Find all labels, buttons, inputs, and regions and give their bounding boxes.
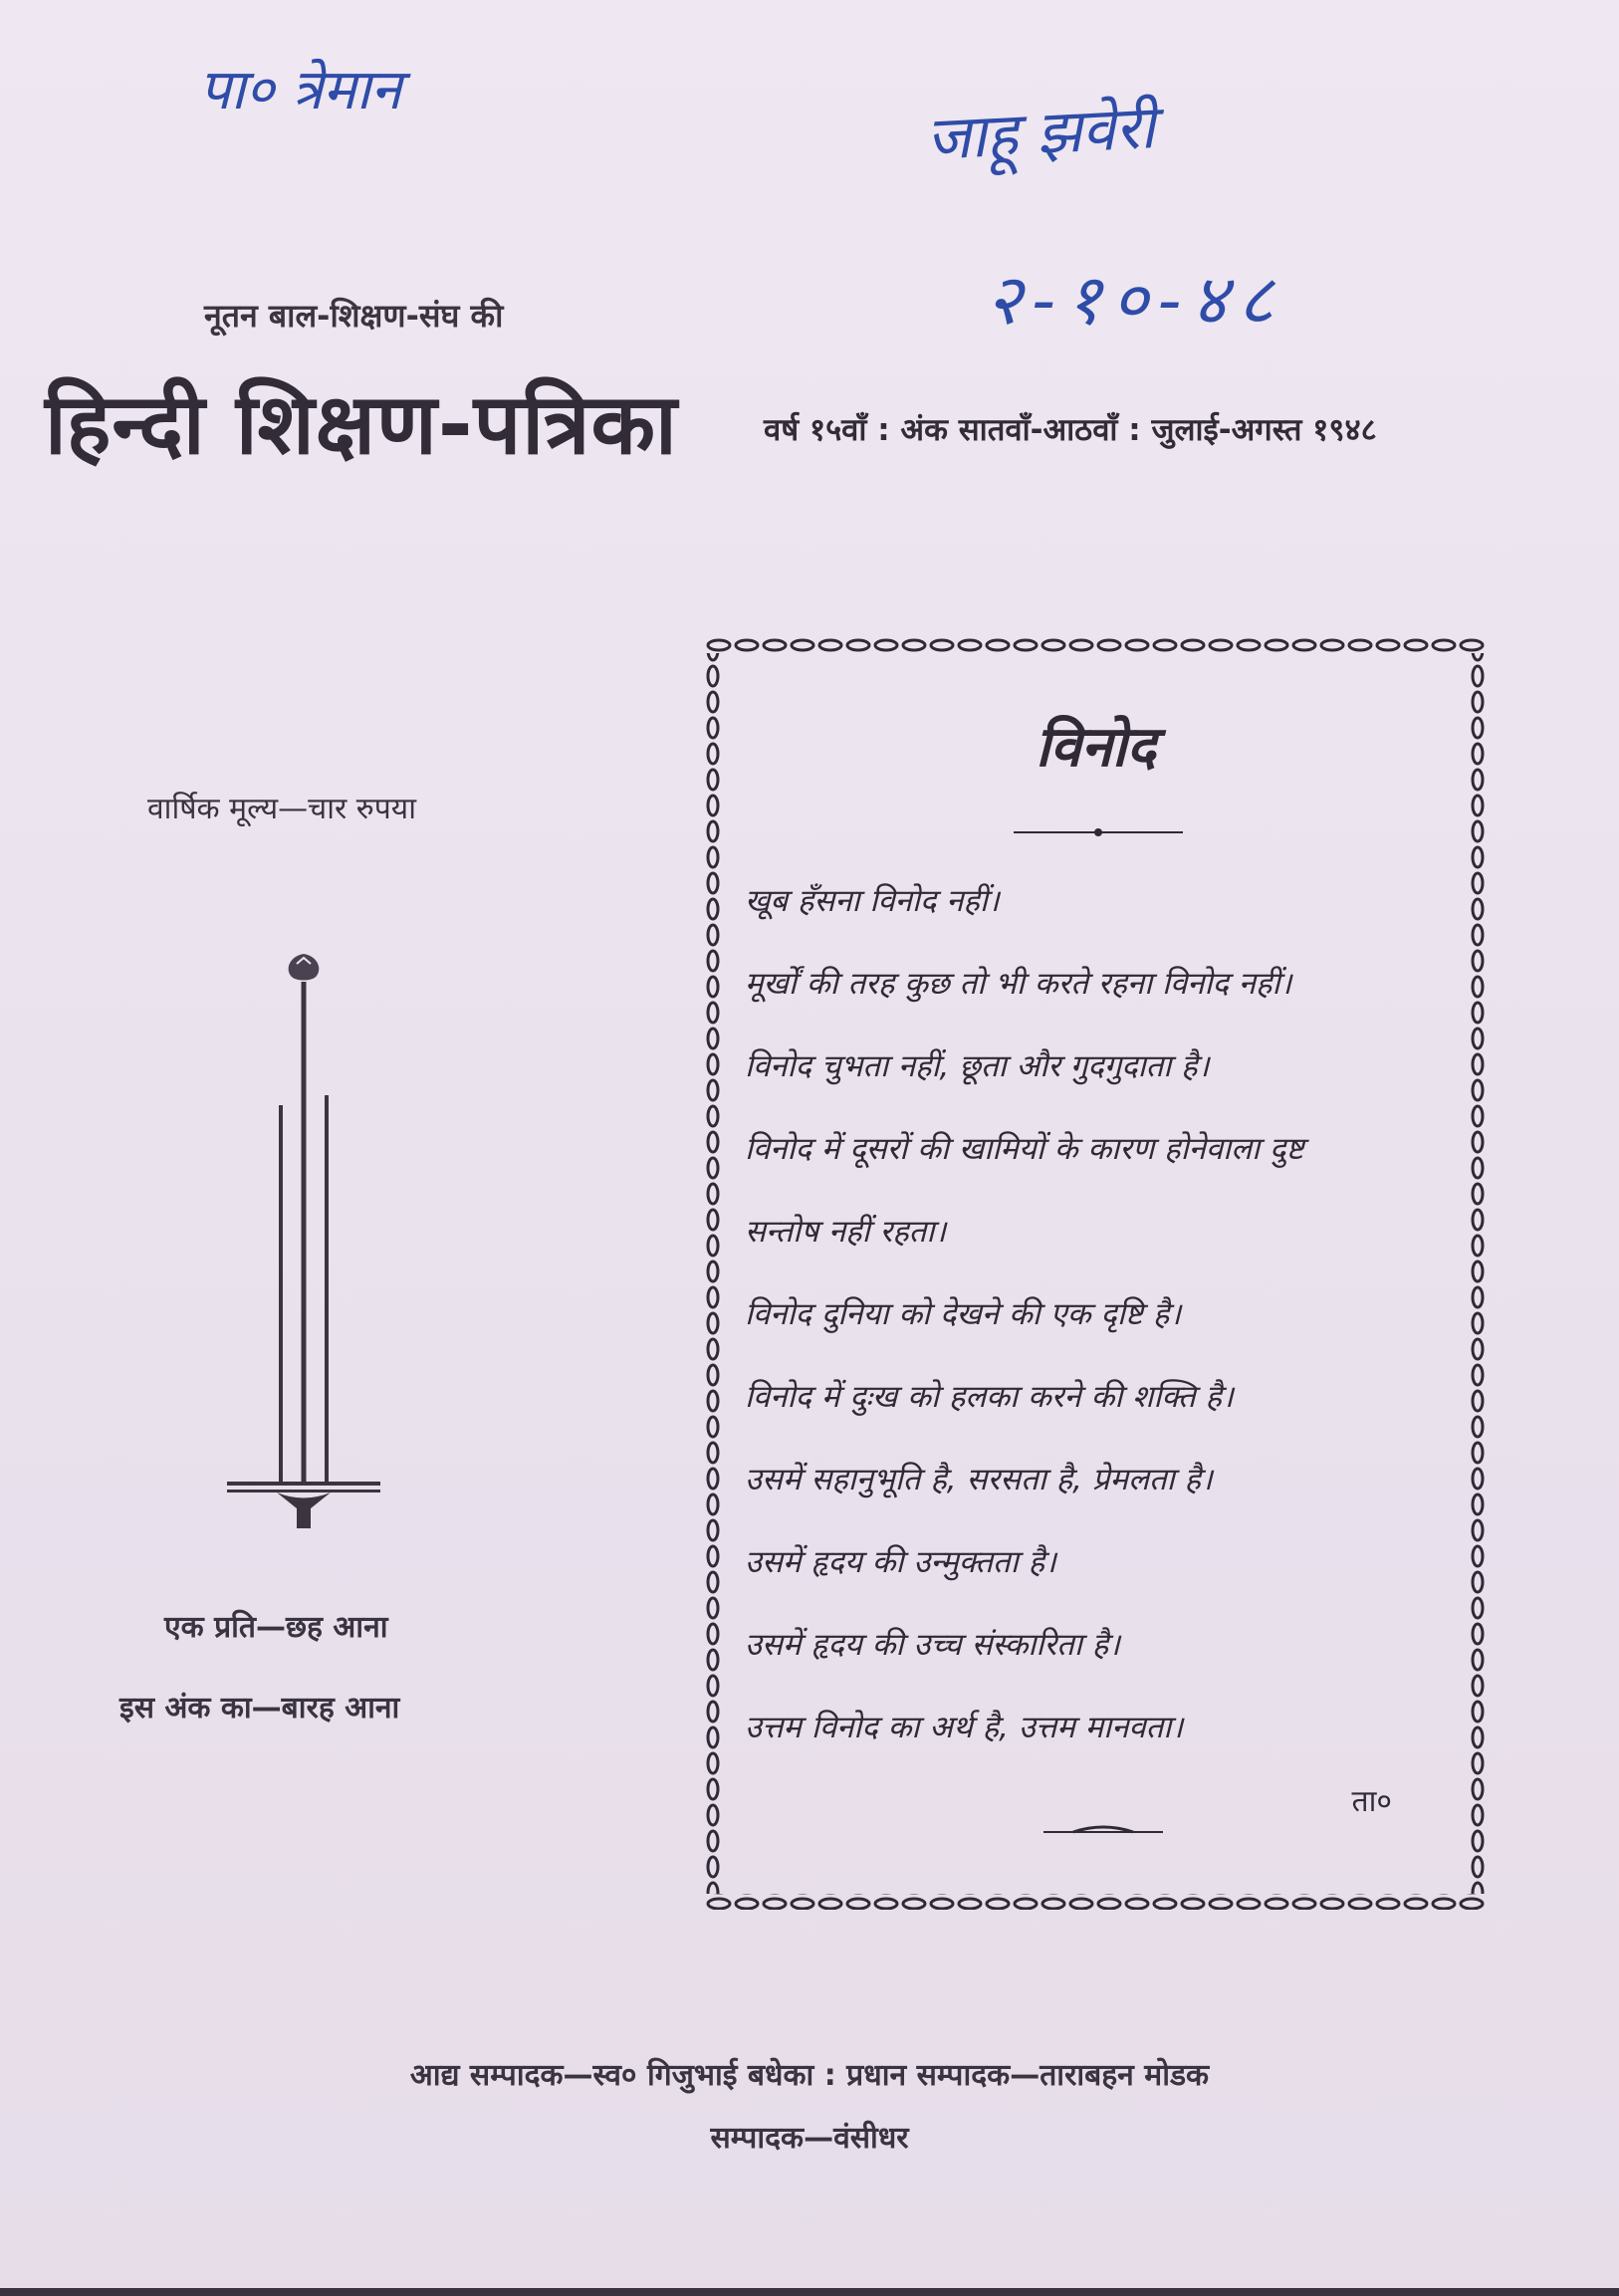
list-item: उत्तम विनोद का अर्थ है, उत्तम मानवता। [745,1710,1184,1745]
list-item: मूर्खों की तरह कुछ तो भी करते रहना विनोद नहीं। [745,966,1292,1002]
list-item: विनोद दुनिया को देखने की एक दृष्टि है। [745,1296,1182,1332]
pen-nib-emblem-icon [219,946,388,1533]
magazine-title: हिन्दी शिक्षण-पत्रिका [45,375,678,473]
list-item: विनोद में दूसरों की खामियों के कारण होनेवाला दुष्ट [745,1131,1304,1167]
list-item: खूब हँसना विनोद नहीं। [745,883,1000,919]
editor-line: सम्पादक—वंसीधर [710,2121,909,2156]
this-issue-price: इस अंक का—बारह आना [119,1691,400,1725]
list-item: उसमें हृदय की उच्च संस्कारिता है। [745,1627,1120,1663]
handwritten-note-top-left: पा० त्रेमान [199,58,402,122]
box-lines [745,876,1462,1785]
header-title-row [45,363,1598,473]
issue-info: वर्ष १५वाँ : अंक सातवाँ-आठवाँ : जुलाई-अगस्त १९४८ [764,412,1377,448]
list-item: विनोद चुभता नहीं, छूता और गुदगुदाता है। [745,1048,1210,1084]
box-title: विनोद [1036,715,1156,780]
handwritten-note-top-right: जाहू झवेरी [924,93,1157,174]
handwritten-date: २-१०-४८ [986,259,1284,341]
single-copy-price: एक प्रति—छह आना [164,1610,388,1645]
vinod-box [705,637,1487,1912]
list-item: सन्तोष नहीं रहता। [745,1214,947,1250]
editors-line: आद्य सम्पादक—स्व० गिजुभाई बधेका : प्रधान सम्पादक—ताराबहन मोडक [409,2058,1210,2093]
header-tagline: नूतन बाल-शिक्षण-संघ की [204,297,504,335]
annual-price: वार्षिक मूल्य—चार रुपया [147,792,416,826]
bottom-edge [0,2288,1619,2296]
list-item: उसमें हृदय की उन्मुक्तता है। [745,1544,1056,1580]
box-signoff: ता० [1351,1784,1392,1819]
list-item: विनोद में दुःख को हलका करने की शक्ति है। [745,1379,1234,1415]
list-item: उसमें सहानुभूति है, सरसता है, प्रेमलता है। [745,1462,1213,1497]
